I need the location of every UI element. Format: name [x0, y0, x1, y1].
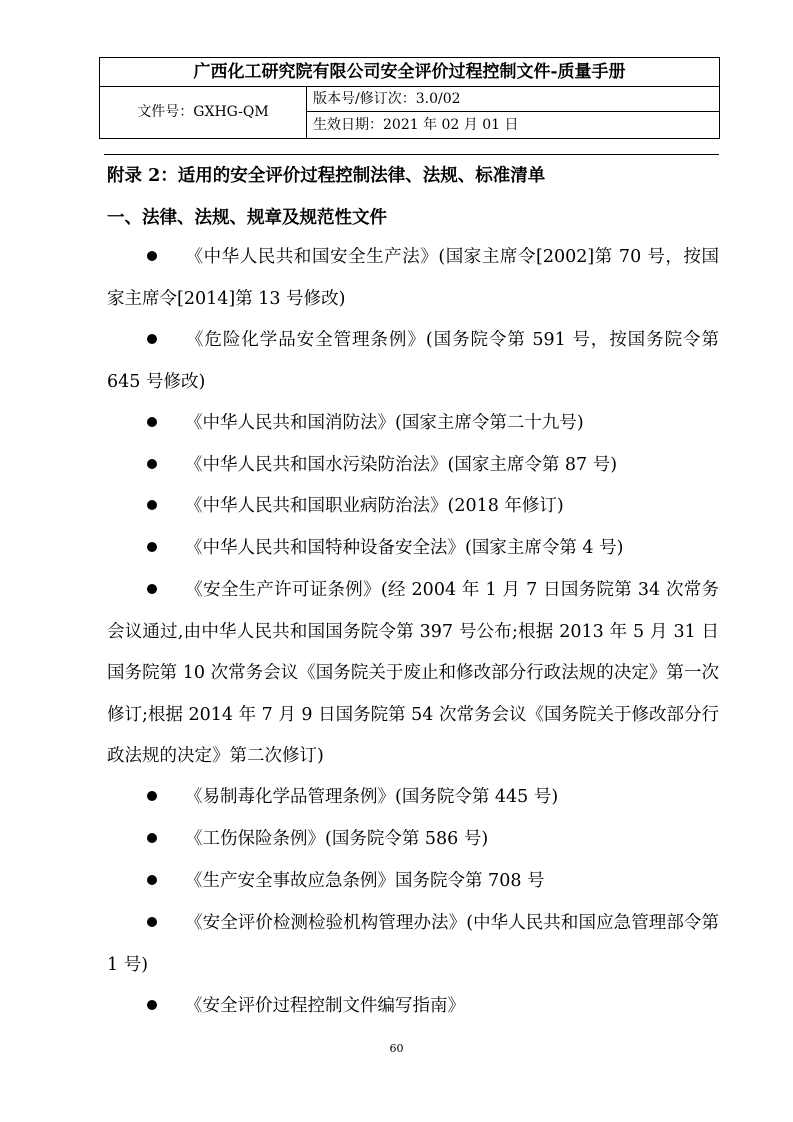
list-item	[107, 403, 719, 445]
section-title: 一、法律、法规、规章及规范性文件	[107, 208, 387, 228]
list-item-text: 《中华人民共和国职业病防治法》(2018 年修订)	[185, 496, 564, 516]
list-item-text: 《工伤保险条例》(国务院令第 586 号)	[185, 829, 489, 849]
bullet-icon	[147, 917, 157, 927]
list-item	[107, 986, 719, 1028]
bullet-icon	[147, 334, 157, 344]
version-number: 版本号/修订次：3.0/02	[307, 87, 719, 112]
list-item	[107, 819, 719, 861]
bullet-icon	[147, 833, 157, 843]
list-item-text: 《中华人民共和国特种设备安全法》(国家主席令第 4 号)	[185, 538, 624, 558]
list-item	[107, 486, 719, 528]
header-title: 广西化工研究院有限公司安全评价过程控制文件-质量手册	[100, 58, 719, 87]
document-number: 文件号：GXHG-QM	[100, 87, 307, 138]
list-item	[107, 445, 719, 487]
appendix-title: 附录 2：适用的安全评价过程控制法律、法规、标准清单	[107, 166, 546, 186]
bullet-icon	[147, 791, 157, 801]
bullet-icon	[147, 584, 157, 594]
list-item	[107, 861, 719, 903]
list-item	[107, 570, 719, 778]
list-item-text: 《危险化学品安全管理条例》(国务院令第 591 号，按国务院令第 645 号修改)	[107, 330, 719, 392]
list-item-text: 《安全生产许可证条例》(经 2004 年 1 月 7 日国务院第 34 次常务会议通过,由中华人民共和国国务院令第 397 号公布;根据 2013 年 5 月 31 日国务院第 10 次常务会议《国务院关于废止和修改部分行政法规的决定》第一次修订;根据 2014 年 7 月 9 日国务院第 54 次常务会议《国务院关于修改部分行政法规的决定》第二次修订)	[107, 580, 719, 766]
header-divider	[104, 154, 719, 155]
bullet-icon	[147, 542, 157, 552]
bullet-icon	[147, 459, 157, 469]
list-item-text: 《安全评价过程控制文件编写指南》	[185, 996, 465, 1016]
list-item-text: 《中华人民共和国水污染防治法》(国家主席令第 87 号)	[185, 455, 618, 475]
list-item-text: 《中华人民共和国安全生产法》(国家主席令[2002]第 70 号，按国家主席令[2014]第 13 号修改)	[107, 247, 719, 309]
list-item-text: 《安全评价检测检验机构管理办法》(中华人民共和国应急管理部令第 1 号)	[107, 913, 719, 975]
document-header-table	[99, 57, 720, 139]
list-item	[107, 320, 719, 403]
page-number: 60	[389, 1042, 404, 1055]
list-item-text: 《中华人民共和国消防法》(国家主席令第二十九号)	[185, 413, 584, 433]
list-item-text: 《生产安全事故应急条例》国务院令第 708 号	[185, 871, 545, 891]
bullet-icon	[147, 251, 157, 261]
list-item	[107, 528, 719, 570]
list-item	[107, 903, 719, 986]
list-item	[107, 777, 719, 819]
bullet-icon	[147, 1000, 157, 1010]
bullet-icon	[147, 875, 157, 885]
list-item-text: 《易制毒化学品管理条例》(国务院令第 445 号)	[185, 787, 559, 807]
list-item	[107, 237, 719, 320]
bullet-icon	[147, 417, 157, 427]
effective-date: 生效日期：2021 年 02 月 01 日	[313, 117, 519, 133]
bullet-icon	[147, 500, 157, 510]
